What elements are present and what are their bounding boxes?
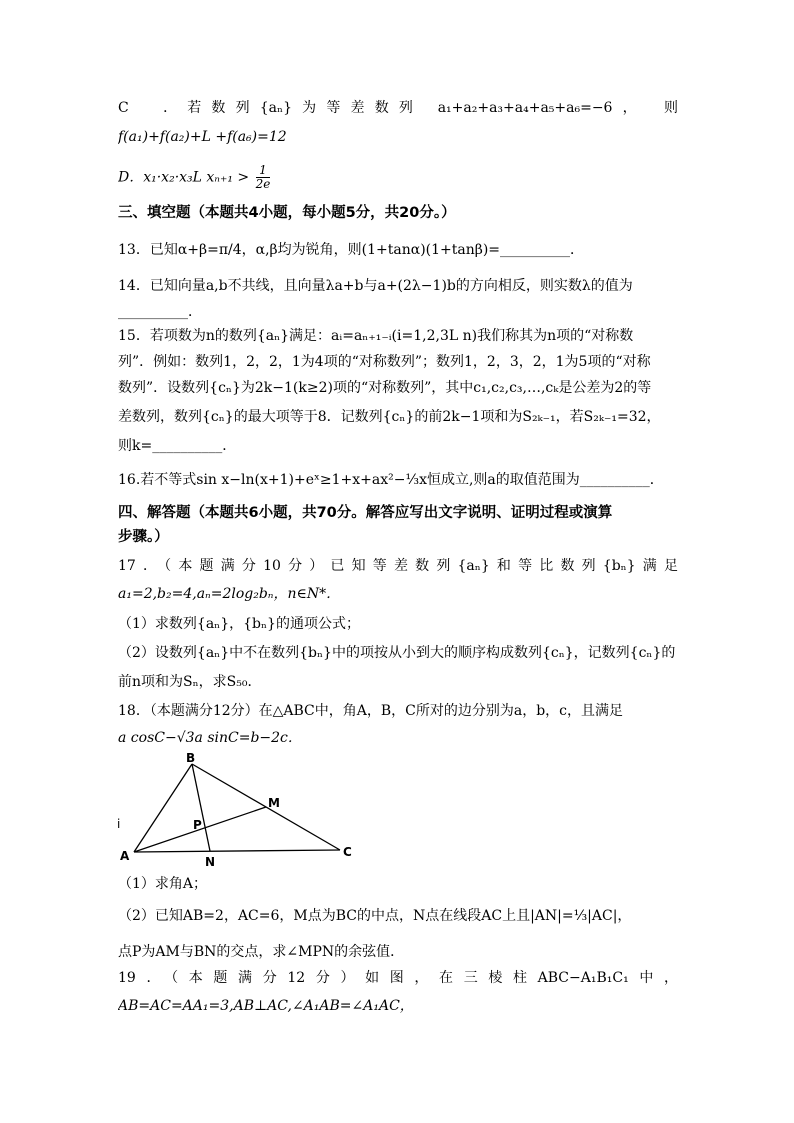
question-13: 13．已知α+β=π/4，α,β均为锐角，则(1+tanα)(1+tanβ)=__________． <box>118 242 585 258</box>
question-14-line2: __________． <box>118 304 202 320</box>
question-18-part2-line2: 点P为AM与BN的交点，求∠MPN的余弦值． <box>118 944 405 960</box>
option-c-line2: f(a₁)+f(a₂)+L +f(a₆)=12 <box>118 129 287 145</box>
frac-denominator: 2e <box>255 177 271 191</box>
option-d-text: D．x₁·x₂·x₃L xₙ₊₁ > <box>118 169 250 186</box>
question-19-line2: AB=AC=AA₁=3,AB⊥AC,∠A₁AB=∠A₁AC， <box>118 998 414 1014</box>
question-15-line5: 则k=__________． <box>118 438 237 454</box>
label-n: N <box>205 855 216 869</box>
section-3-heading: 三、填空题（本题共4小题，每小题5分，共20分。） <box>118 205 456 221</box>
option-d <box>118 164 678 191</box>
label-m: M <box>268 796 280 810</box>
segment-bn <box>192 764 210 851</box>
edge-ab <box>134 764 192 852</box>
question-18-line2: a cosC−√3a sinC=b−2c． <box>118 730 302 746</box>
question-15-line2: 列”．例如：数列1，2，2，1为4项的“对称数列”；数列1，2，3，2，1为5项的“对称 <box>118 354 651 370</box>
question-14-line1: 14．已知向量a,b不共线，且向量λa+b与a+(2λ−1)b的方向相反，则实数λ的值为 <box>118 278 633 294</box>
question-18-line1: 18．（本题满分12分）在△ABC中，角A，B，C所对的边分别为a，b，c，且满足 <box>118 703 624 719</box>
frac-numerator: 1 <box>256 164 271 178</box>
question-17-line1: 17．（本题满分10分）已知等差数列{aₙ}和等比数列{bₙ}满足 <box>118 558 678 574</box>
question-15-line4: 差数列，数列{cₙ}的最大项等于8．记数列{cₙ}的前2k−1项和为S₂ₖ₋₁，若S₂ₖ₋₁=32， <box>118 409 661 425</box>
stray-mark: i <box>117 817 121 831</box>
question-18-part2-line1: （2）已知AB=2，AC=6，M点为BC的中点，N点在线段AC上且|AN|=⅓|AC|， <box>118 908 632 924</box>
option-d-fraction <box>256 164 271 191</box>
label-p: P <box>193 818 202 832</box>
triangle-figure <box>114 752 364 872</box>
question-15-line1: 15．若项数为n的数列{aₙ}满足：aᵢ=aₙ₊₁₋ᵢ(i=1,2,3L n)我们称其为n项的“对称数 <box>118 328 634 344</box>
question-17-part2-line1: （2）设数列{aₙ}中不在数列{bₙ}中的项按从小到大的顺序构成数列{cₙ}，记数列{cₙ}的 <box>118 645 676 661</box>
question-18-part1: （1）求角A； <box>118 876 208 892</box>
option-c-line1: C ．若数列{aₙ}为等差数列 a₁+a₂+a₃+a₄+a₅+a₆=−6， 则 <box>118 100 678 116</box>
section-4-heading-line1: 四、解答题（本题共6小题，共70分。解答应写出文字说明、证明过程或演算 <box>118 505 613 521</box>
question-15-line3: 数列”．设数列{cₙ}为2k−1(k≥2)项的“对称数列”，其中c₁,c₂,c₃,…,cₖ是公差为2的等 <box>118 380 652 396</box>
question-17-part1: （1）求数列{aₙ}，{bₙ}的通项公式； <box>118 616 360 632</box>
section-4-heading-line2: 步骤。） <box>118 529 169 545</box>
question-16: 16.若不等式sin x−ln(x+1)+eˣ≥1+x+ax²−⅓x恒成立,则a的取值范围为__________． <box>118 472 664 488</box>
question-19-line1: 19．（本题满分12分）如图，在三棱柱ABC−A₁B₁C₁中， <box>118 970 678 986</box>
label-b: B <box>186 752 196 765</box>
label-a: A <box>120 849 130 863</box>
edge-ac <box>134 850 340 852</box>
label-c: C <box>343 845 352 859</box>
question-17-part2-line2: 前n项和为Sₙ，求S₅₀． <box>118 674 262 690</box>
question-17-line2: a₁=2,b₂=4,aₙ=2log₂bₙ，n∈N*． <box>118 586 341 602</box>
